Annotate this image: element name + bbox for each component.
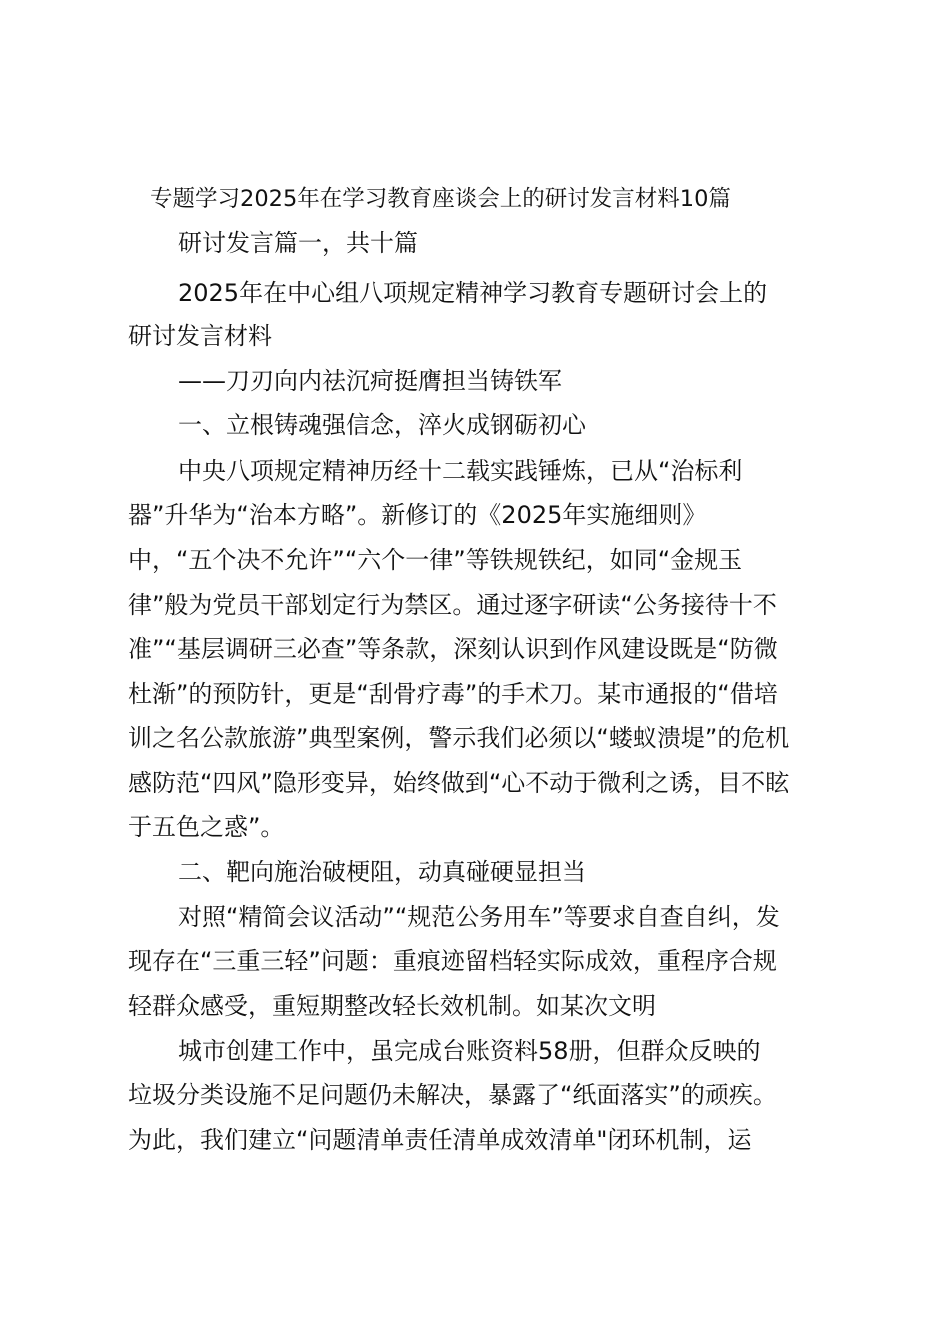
paragraph-line: 训之名公款旅游”典型案例，警示我们必须以“蝼蚁溃堤”的危机 — [128, 724, 790, 752]
section-heading-1: 一、立根铸魂强信念，淬火成钢砺初心 — [178, 411, 586, 439]
paragraph-line: 对照“精简会议活动”“规范公务用车”等要求自查自纠，发 — [178, 903, 780, 931]
paragraph-line: 准”“基层调研三必查”等条款，深刻认识到作风建设既是“防微 — [128, 635, 778, 663]
paragraph-line: 垃圾分类设施不足问题仍未解决，暴露了“纸面落实”的顽疾。 — [128, 1081, 777, 1109]
paragraph-line: 于五色之惑”。 — [128, 813, 285, 841]
paragraph-line: 律”般为党员干部划定行为禁区。通过逐字研读“公务接待十不 — [128, 591, 777, 619]
speech-title-line-1: 2025年在中心组八项规定精神学习教育专题研讨会上的 — [178, 279, 768, 307]
document-title: 专题学习2025年在学习教育座谈会上的研讨发言材料10篇 — [150, 186, 731, 212]
subtitle: ——刀刃向内祛沉疴挺膺担当铸铁军 — [178, 367, 562, 395]
paragraph-line: 现存在“三重三轻”问题：重痕迹留档轻实际成效，重程序合规 — [128, 947, 777, 975]
paragraph-line: 城市创建工作中，虽完成台账资料58册，但群众反映的 — [178, 1037, 761, 1065]
paragraph-line: 轻群众感受，重短期整改轻长效机制。如某次文明 — [128, 992, 656, 1020]
speech-title-line-2: 研讨发言材料 — [128, 322, 272, 350]
paragraph-line: 中央八项规定精神历经十二载实践锤炼，已从“治标利 — [178, 457, 743, 485]
paragraph-line: 为此，我们建立“问题清单责任清单成效清单"闭环机制，运 — [128, 1126, 752, 1154]
section-heading-2: 二、靶向施治破梗阻，动真碰硬显担当 — [178, 858, 586, 886]
paragraph-line: 器”升华为“治本方略”。新修订的《2025年实施细则》 — [128, 501, 707, 529]
paragraph-line: 中，“五个决不允许”“六个一律”等铁规铁纪，如同“金规玉 — [128, 546, 743, 574]
paragraph-line: 杜渐”的预防针，更是“刮骨疗毒”的手术刀。某市通报的“借培 — [128, 680, 778, 708]
part-label: 研讨发言篇一，共十篇 — [178, 229, 418, 257]
paragraph-line: 感防范“四风”隐形变异，始终做到“心不动于微利之诱，目不眩 — [128, 769, 790, 797]
